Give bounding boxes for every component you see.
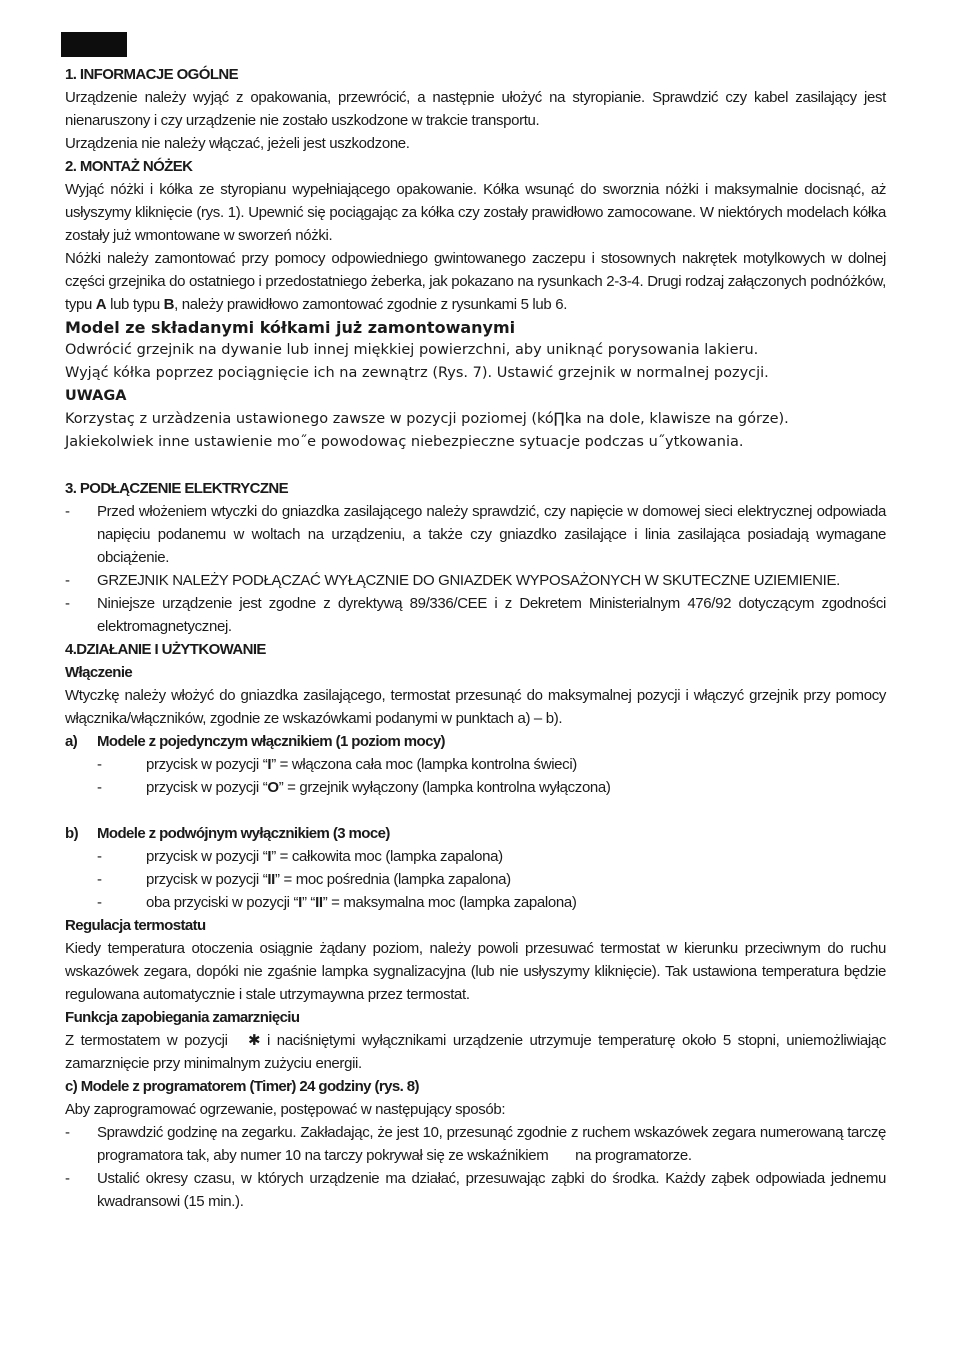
bullet-dash: - [97,848,102,865]
list-item-text: Sprawdzić godzinę na zegarku. Zakładając, że jest 10, przesunąć zgodnie z ruchem wskazówek zegara numerowaną tarczę programatora tak, aby numer 10 na tarczy pokrywał się ze wskaźnikiem na programatorze. [97,1124,890,1164]
subsection-label: a) [65,733,78,750]
list-item-text: GRZEJNIK NALEŻY PODŁĄCZAĆ WYŁĄCZNIE DO GNIAZDEK WYPOSAŻONYCH W SKUTECZNE UZIEMIENIE. [97,572,840,589]
list-item [65,776,886,799]
list-item-text [146,891,576,914]
text-run: lub typu [106,296,164,313]
thermostat-paragraph: Kiedy temperatura otoczenia osiągnie żądany poziom, należy powoli przesuwać termostat w kierunku przeciwnym do ruchu wskazówek zegara, dopóki nie zgaśnie lampka sygnalizacyjna (lub nie usłyszymy kliknięcie). Tak ustawiona temperatura będzie regulowana automatycznie i stale utrzymaywna przez termostat. [65,940,886,1003]
folding-wheels-heading: Model ze składanymi kółkami już zamontowanymi [65,318,516,337]
bullet-dash: - [65,1124,70,1141]
switch-key: I [267,756,272,773]
bullet-dash: - [65,572,70,589]
list-item [65,891,886,914]
list-item [65,868,886,891]
spacer [65,454,886,477]
switch-key: I [298,894,302,911]
timer-heading: c) Modele z programatorem (Timer) 24 godziny (rys. 8) [65,1078,419,1095]
switch-key: II [267,871,275,888]
section-2-paragraph-2 [65,247,886,316]
snowflake-icon: ✱ [247,1031,261,1049]
bullet-dash: - [65,1170,70,1187]
power-on-heading: Włączenie [65,664,133,681]
text-run: i naciśniętymi wyłącznikami urządzenie utrzymuje temperaturę około 5 stopni, uniemożliwiając zamarznięcie przy minimalnym zużyciu energii. [65,1032,886,1072]
warning-paragraph-2: Jakiekolwiek inne ustawienie mo˝e powodowaç niebezpieczne sytuacje podczas u˝ytkowania. [65,434,744,450]
section-4-heading: 4.DZIAŁANIE I UŻYTKOWANIE [65,641,266,658]
timer-paragraph: Aby zaprogramować ogrzewanie, postępować w następujący sposób: [65,1101,506,1118]
spacer [65,799,886,822]
list-item [65,592,886,638]
section-1-paragraph-2: Urządzenia nie należy włączać, jeżeli jest uszkodzone. [65,135,410,152]
text-run: ” = całkowita moc (lampka zapalona) [271,848,503,865]
text-run: ” = maksymalna moc (lampka zapalona) [322,894,577,911]
black-header-tab [61,32,127,57]
warning-heading: UWAGA [65,388,127,404]
text-run: , należy prawidłowo zamontować zgodnie z rysunkami 5 lub 6. [174,296,568,313]
section-2-paragraph: Wyjąć nóżki i kółka ze styropianu wypełniającego opakowanie. Kółka wsunąć do sworznia nóżki i maksymalnie docisnąć, aż usłyszymy kliknięcie (rys. 1). Upewnić się pociągając za kółka czy zostały prawidłowo zamocowane. W niektórych modelach kółka zostały już wmontowane w sworzeń nóżki. [65,181,886,244]
power-on-paragraph: Wtyczkę należy włożyć do gniazdka zasilającego, termostat przesunąć do maksymalnej pozycji i włączyć grzejnik przy pomocy włącznika/włączników, zgodnie ze wskazówkami podanymi w punktach a) – b). [65,687,886,727]
text-run: ” = grzejnik wyłączony (lampka kontrolna wyłączona) [278,779,611,796]
list-item-text [146,776,611,799]
thermostat-heading: Regulacja termostatu [65,917,206,934]
list-item-text: Przed włożeniem wtyczki do gniazdka zasilającego należy sprawdzić, czy napięcie w domowej sieci elektrycznej odpowiada napięciu podanemu w woltach na urządzeniu, a także czy gniazdko zasilające i linia zasilająca posiadają wymagane obciążenie. [97,503,886,566]
subsection-title: Modele z podwójnym wyłącznikiem (3 moce) [97,825,390,842]
folding-wheels-paragraph-2: Wyjąć kółka poprzez pociągnięcie ich na zewnątrz (Rys. 7). Ustawić grzejnik w normalnej pozycji. [65,365,769,381]
text-run: przycisk w pozycji “ [146,756,268,773]
text-run: ” “ [301,894,316,911]
bullet-dash: - [97,779,102,796]
list-item [65,1121,890,1167]
text-run: Nóżki należy zamontować przy pomocy odpowiedniego gwintowanego zaczepu i stosownych nakrętek motylkowych w dolnej części grzejnika do ostatniego i przedostatniego żeberka, jak pokazano na rysunkach 2-3-4. Drugi rodzaj załączonych podnóżków, typu [65,250,886,313]
antifreeze-paragraph [65,1029,886,1075]
section-1-heading: 1. INFORMACJE OGÓLNE [65,66,239,83]
switch-key: II [315,894,323,911]
bullet-dash: - [97,756,102,773]
list-item-text [146,868,511,891]
document-page [65,63,890,1213]
section-2-heading: 2. MONTAŻ NÓŻEK [65,158,193,175]
subsection-title: Modele z pojedynczym włącznikiem (1 poziom mocy) [97,733,445,750]
list-item-text: Ustalić okresy czasu, w których urządzenie ma działać, przesuwając ząbki do środka. Każdy ząbek odpowiada jednemu kwadransowi (15 min.). [97,1170,886,1210]
list-item-text [146,753,577,776]
text-run: Z termostatem w pozycji [65,1032,248,1049]
text-run: przycisk w pozycji “ [146,779,268,796]
bullet-dash: - [65,595,70,612]
folding-wheels-paragraph: Odwrócić grzejnik na dywanie lub innej miękkiej powierzchni, aby uniknąć porysowania lakieru. [65,342,759,358]
list-item [65,753,886,776]
text-run: przycisk w pozycji “ [146,848,268,865]
subsection-label: b) [65,825,78,842]
section-1-paragraph: Urządzenie należy wyjąć z opakowania, przewrócić, a następnie ułożyć na styropianie. Sprawdzić czy kabel zasilający jest nienaruszony i czy urządzenie nie zostało uszkodzone w trakcie transportu. [65,89,886,129]
section-3-heading: 3. PODŁĄCZENIE ELEKTRYCZNE [65,480,289,497]
list-item-text: Niniejsze urządzenie jest zgodne z dyrektywą 89/336/CEE i z Dekretem Ministerialnym 476/92 dotyczącym zgodności elektromagnetycznej. [97,595,886,635]
text-run: ” = moc pośrednia (lampka zapalona) [275,871,511,888]
list-item [65,1167,886,1213]
bullet-dash: - [97,871,102,888]
text-run: przycisk w pozycji “ [146,871,268,888]
warning-paragraph: Korzystaç z urzàdzenia ustawionego zawsze w pozycji poziomej (kó∏ka na dole, klawisze na górze). [65,411,789,427]
list-item [65,500,886,569]
list-item [65,569,886,592]
antifreeze-heading: Funkcja zapobiegania zamarznięciu [65,1009,300,1026]
list-item [65,845,886,868]
type-b-label: B [163,296,175,313]
text-run: oba przyciski w pozycji “ [146,894,299,911]
switch-key: I [267,848,272,865]
subsection-b-heading [65,822,886,845]
bullet-dash: - [65,503,70,520]
switch-key: O [267,779,279,796]
bullet-dash: - [97,894,102,911]
list-item-text [146,845,503,868]
subsection-a-heading [65,730,886,753]
type-a-label: A [95,296,107,313]
text-run: ” = włączona cała moc (lampka kontrolna świeci) [271,756,577,773]
